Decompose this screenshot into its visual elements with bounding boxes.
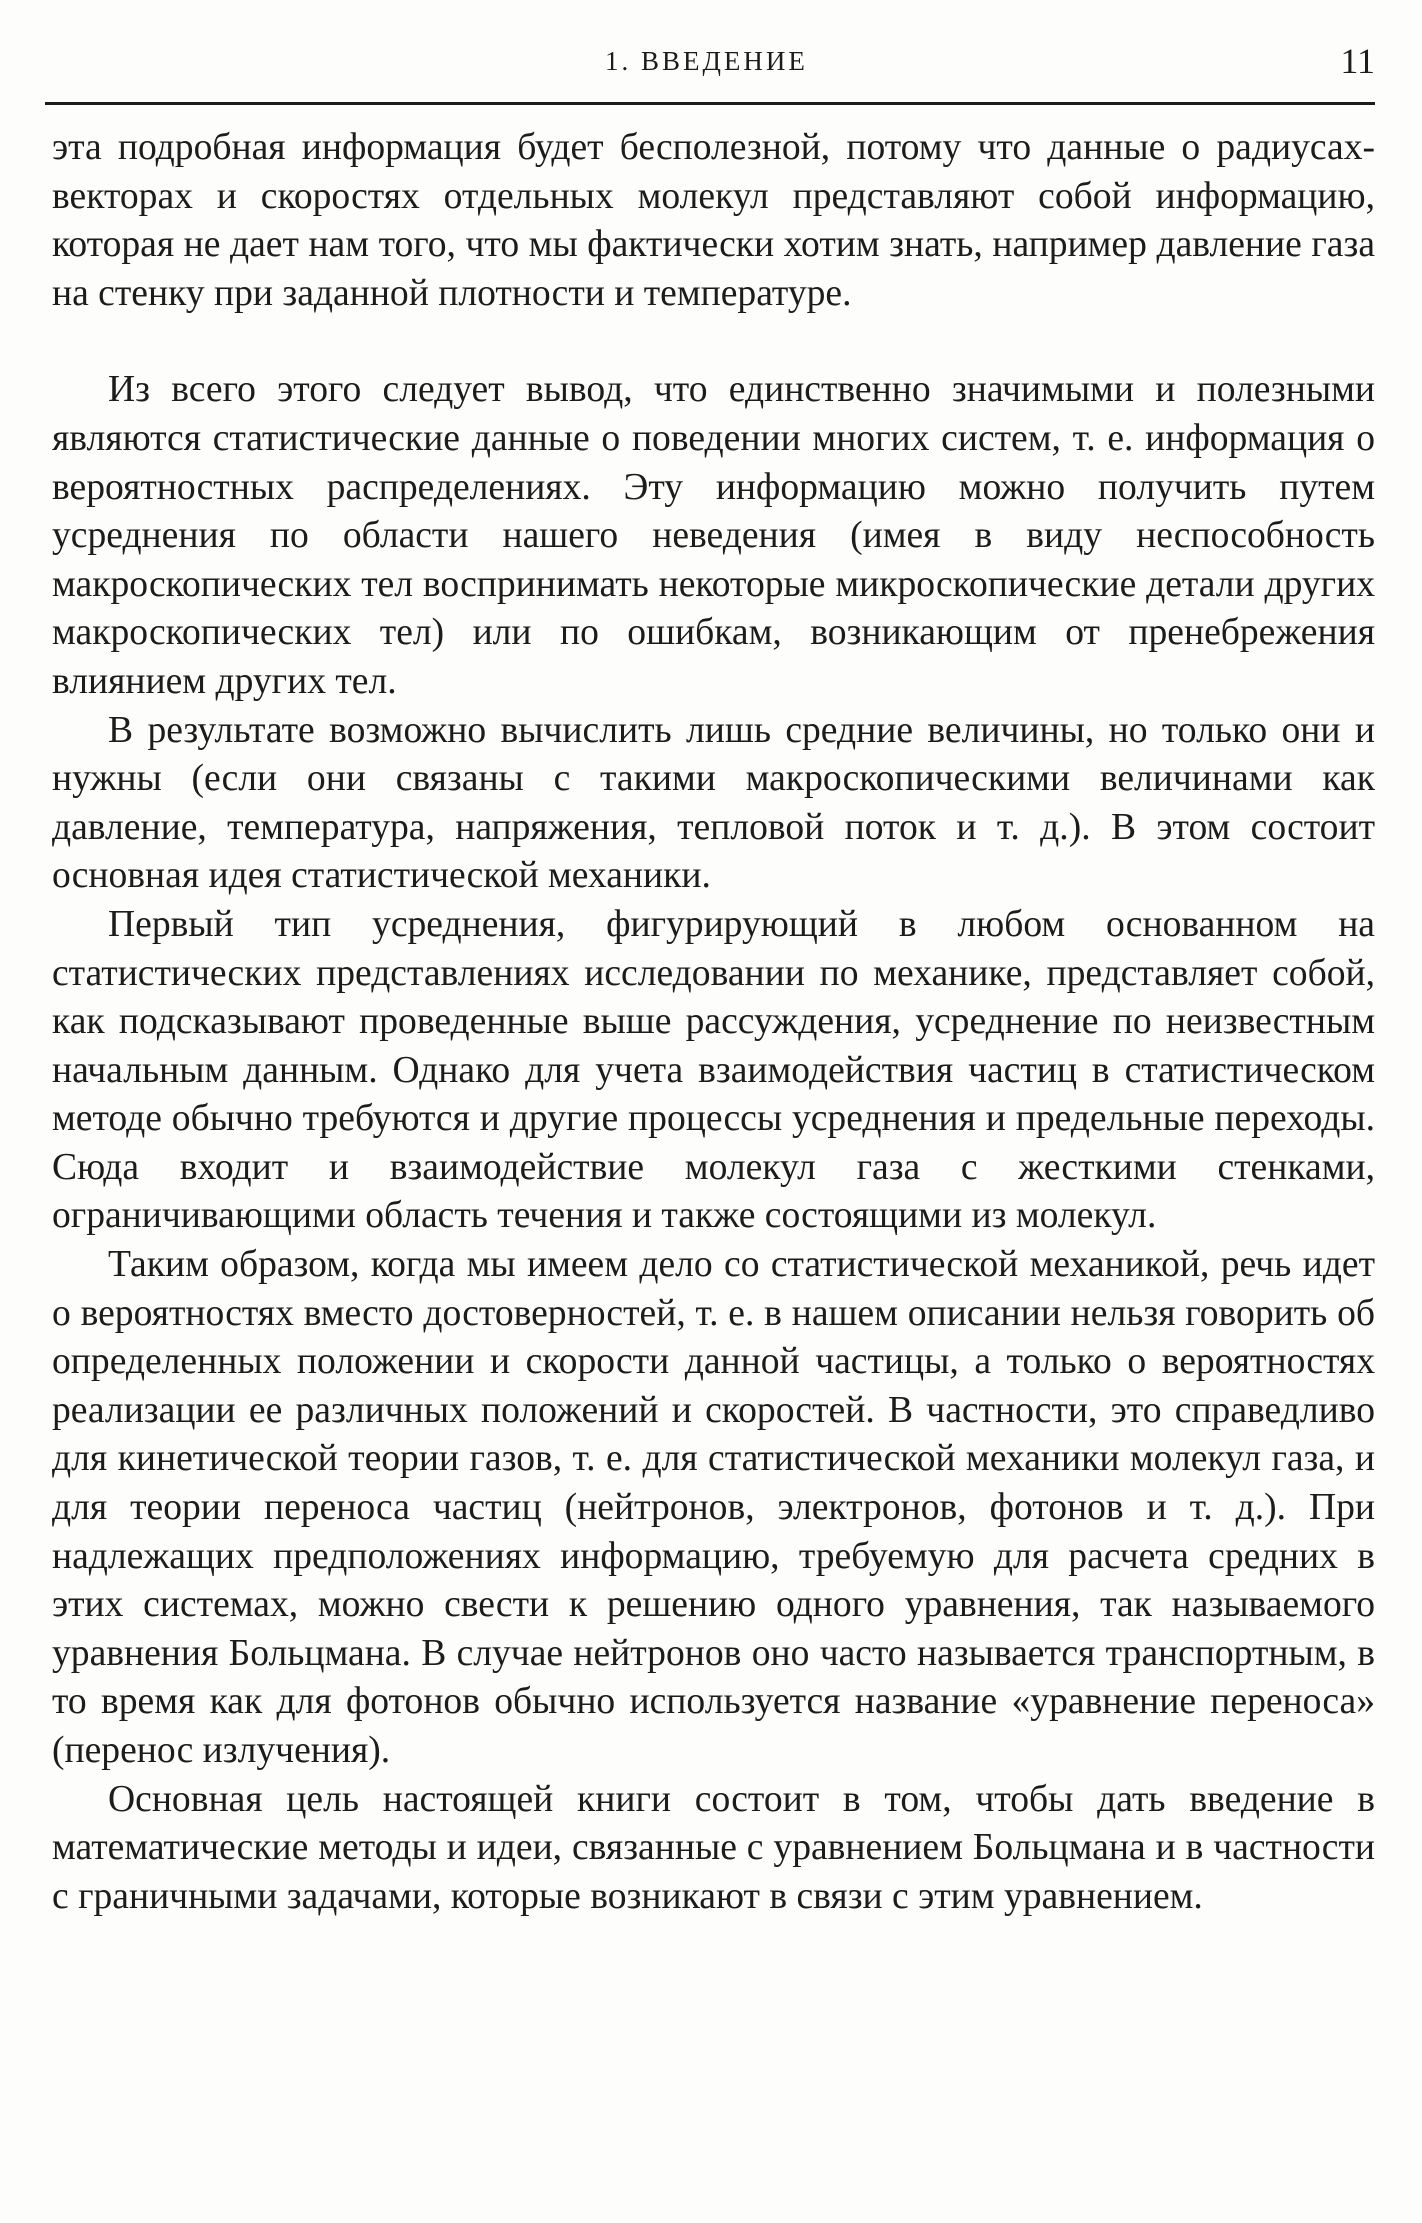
page-header <box>45 40 1375 90</box>
paragraph: В результате возможно вычислить лишь средние величины, но только они и нужны (если они связаны с такими макроскопическими величинами как давление, температура, напряжения, тепловой поток и т. д.). В этом состоит основная идея статистической механики. <box>52 709 1375 897</box>
page-number: 11 <box>1340 41 1375 81</box>
paragraph: Первый тип усреднения, фигурирующий в любом основанном на статистических представлениях исследовании по механике, представляет собой, как подсказывают проведенные выше рассуждения, усреднение по неизвестным начальным данным. Однако для учета взаимодействия частиц в статистическом методе обычно требуются и другие процессы усреднения и предельные переходы. Сюда входит и взаимодействие молекул газа с жесткими стенками, ограничивающими область течения и также состоящими из молекул. <box>52 903 1375 1237</box>
paragraph: Таким образом, когда мы имеем дело со статистической механикой, речь идет о вероятностях вместо достоверностей, т. е. в нашем описании нельзя говорить об определенных положении и скорости данной частицы, а только о вероятностях реализации ее различных положений и скоростей. В частности, это справедливо для кинетической теории газов, т. е. для статистической механики молекул газа, и для теории переноса частиц (нейтронов, электронов, фотонов и т. д.). При надлежащих предположениях информацию, требуемую для расчета средних в этих системах, можно свести к решению одного уравнения, так называемого уравнения Больцмана. В случае нейтронов оно часто называется транспортным, в то время как для фотонов обычно используется название «уравнение переноса» (перенос излучения). <box>52 1244 1375 1771</box>
paragraph: Из всего этого следует вывод, что единственно значимыми и полезными являются статистические данные о поведении многих систем, т. е. информация о вероятностных распределениях. Эту информацию можно получить путем усреднения по области нашего неведения (имея в виду неспособность макроскопических тел воспринимать некоторые микроскопические детали других макроскопических тел) или по ошибкам, возникающим от пренебрежения влиянием других тел. <box>52 369 1375 702</box>
running-head: 1. ВВЕДЕНИЕ <box>605 46 808 76</box>
paragraph: Основная цель настоящей книги состоит в том, чтобы дать введение в математические методы и идеи, связанные с уравнением Больцмана и в частности с граничными задачами, которые возникают в связи с этим уравнением. <box>52 1778 1375 1917</box>
paragraph-continuation: эта подробная информация будет бесполезной, потому что данные о радиусах-векторах и скоростях отдельных молекул представляют собой информацию, которая не дает нам того, что мы фактически хотим знать, например давление газа на стенку при заданной плотности и температуре. <box>52 127 1375 314</box>
body-text <box>52 124 1375 1921</box>
header-rule <box>45 102 1375 105</box>
